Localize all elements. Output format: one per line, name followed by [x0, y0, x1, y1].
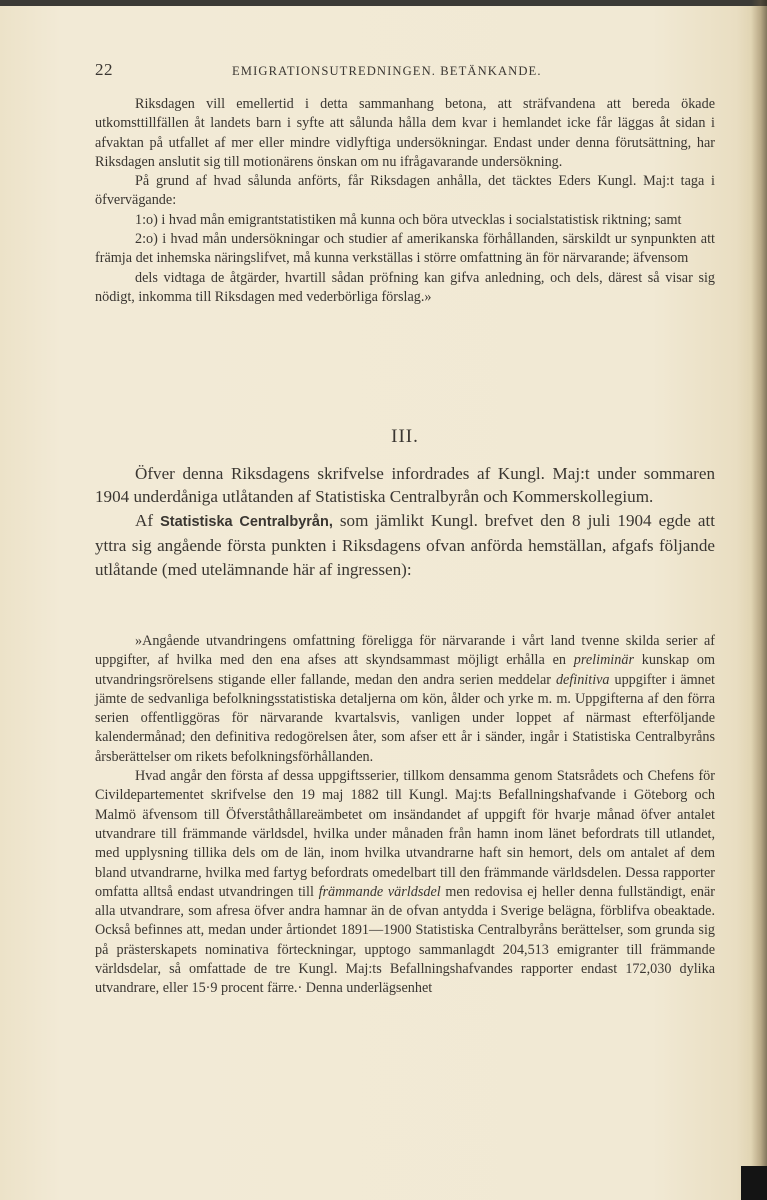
- paragraph: [95, 632, 715, 767]
- section-body: [95, 462, 715, 581]
- paragraph: Riksdagen vill emellertid i detta sammanhang betona, att sträfvandena att bereda ökade utkomsttillfällen åt landets barn i syfte att sålunda hålla dem kvar i hemlandet icke får läggas åt sidan i afvaktan på utfallet af mer eller mindre vidlyftiga undersökningar. Endast under denna förutsättning, har Riksdagen anslutit sig till motionärens önskan om nu ifrågavarande undersökning.: [95, 96, 715, 170]
- section-heading: III.: [391, 426, 419, 447]
- emphasis: definitiva: [555, 671, 610, 688]
- text-run: Af: [135, 510, 161, 530]
- paragraph: Öfver denna Riksdagens skrifvelse infordrades af Kungl. Maj:t under sommaren 1904 underdåniga utlåtanden af Statistiska Centralbyrån och Kommerskollegium.: [95, 464, 715, 507]
- running-head: [95, 58, 715, 82]
- text-run: men redovisa ej heller denna fullständigt, enär alla utvandrare, som afresa öfver andra hamnar än de ofvan antydda i Sverige belägna, förblifva obeaktade. Också befinnes att, medan under årtiondet 1891—1900 Statistiska Centralbyråns berättelser, som grunda sig på prästerskapets nominativa förteckningar, upptogo sammanlagdt 204,513 emigranter till främmande världsdelar, så omfattade de tre Kungl. Maj:ts Befallningshafvandes rapporter endast 172,030 dylika utvandrare, eller 15·9 procent färre.· Denna underlägsenhet: [95, 883, 715, 997]
- paragraph: 2:o) i hvad mån undersökningar och studier af amerikanska förhållanden, särskildt ur synpunkten att främja det inhemska näringslifvet, må kunna verkställas i större omfattning än för närvarande; äfvensom: [95, 231, 715, 267]
- text-run: uppgifter i ämnet jämte de sedvanliga befolkningsstatistiska detaljerna om kön, ålder och yrke m. m. Uppgifterna af den förra serien offentliggöras för närvarande kvartalsvis, vanligen under loppet af närmast efterföljande kalendermånad; den definitiva redogörelsen åter, som afser ett år i sänder, ingår i Statistiska Centralbyråns årsberättelser om rikets befolkningsförhållanden.: [95, 671, 715, 765]
- emphasis: preliminär: [573, 652, 634, 669]
- quoted-statement: [95, 632, 715, 999]
- paragraph: 1:o) i hvad mån emigrantstatistiken må kunna och böra utvecklas i socialstatistisk riktning; samt: [135, 211, 682, 228]
- riksdag-letter-excerpt: [95, 95, 715, 307]
- text-run: som jämlikt Kungl. brefvet den 8 juli 1904 egde att yttra sig angående första punkten i Riksdagens ofvan anförda hemställan, afgafs följande utlåtande (med utelämnande här af ingressen):: [95, 510, 715, 579]
- page-top-edge: [0, 0, 767, 6]
- organization-name: Statistiska Centralbyrån,: [160, 513, 333, 530]
- paragraph: På grund af hvad sålunda anförts, får Riksdagen anhålla, det täcktes Eders Kungl. Maj:t taga i öfvervägande:: [95, 173, 715, 209]
- page-number: 22: [95, 60, 113, 79]
- running-title: EMIGRATIONSUTREDNINGEN. BETÄNKANDE.: [232, 64, 542, 78]
- paragraph: [95, 767, 715, 999]
- text-run: kunskap om utvandringsrörelsens stigande eller fallande, medan den andra serien meddelar: [95, 652, 715, 688]
- paragraph: dels vidtaga de åtgärder, hvartill sådan pröfning kan gifva anledning, och dels, därest så visar sig nödigt, inkomma till Riksdagen med vederbörliga förslag.»: [95, 269, 715, 305]
- text-run: Hvad angår den första af dessa uppgiftsserier, tillkom densamma genom Statsrådets och Chefens för Civildepartementet skrifvelse den 19 maj 1882 till Kungl. Maj:ts Befallningshafvande i Göteborg och Malmö äfvensom till Öfverståthållareämbetet om insändandet af uppgift för hvarje månad öfver antalet utvandrare till främmande världsdel, hvilka under månaden från hamn inom länet befordrats till utlandet, med upplysning tillika dels om de län, inom hvilka utvandrarne haft sin hemort, dels om antalet af dem bland utvandrarne, hvilka med fartyg befordrats omedelbart till den främmande världsdelen. Dessa rapporter omfatta alltså endast utvandringen till: [95, 768, 715, 900]
- paragraph: [95, 509, 715, 581]
- scan-corner: [741, 1166, 767, 1200]
- text-run: »Angående utvandringens omfattning föreligga för närvarande i vårt land tvenne skilda serier af uppgifter, af hvilka med den ena afses att skyndsammast möjligt erhålla en: [95, 633, 715, 669]
- book-spine-shadow: [751, 0, 767, 1200]
- emphasis: främmande världsdel: [318, 883, 441, 900]
